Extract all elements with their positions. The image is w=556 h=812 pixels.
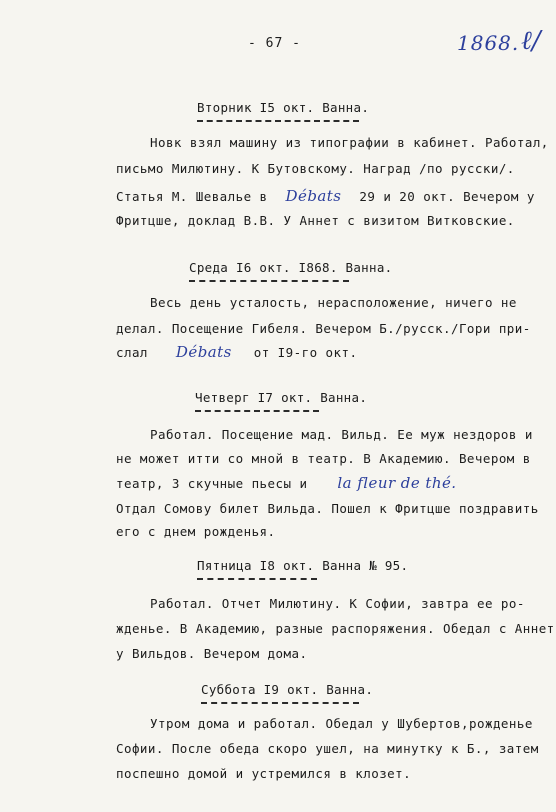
page-number: - 67 - [248, 36, 301, 51]
entry-line: Весь день усталость, нерасположение, ничего не [150, 295, 517, 310]
entry-line: Новк взял машину из типографии в кабинет. Работал, [150, 135, 549, 150]
heading-underline [195, 410, 319, 412]
line-text-after: от I9-го окт. [253, 345, 358, 360]
line-text-before: театр, 3 скучные пьесы и [116, 476, 308, 491]
entry-heading: Вторник I5 окт. Ванна. [197, 100, 370, 115]
heading-underline [189, 280, 349, 282]
entry-line: у Вильдов. Вечером дома. [116, 646, 308, 661]
entry-line: Отдал Сомову билет Вильда. Пошел к Фритцше поздравить [116, 501, 539, 516]
entry-line: Работал. Посещение мад. Вильд. Ее муж нездоров и [150, 427, 533, 442]
entry-line: делал. Посещение Гибеля. Вечером Б./русск./Гори при- [116, 321, 531, 336]
entry-line: его с днем рожденья. [116, 524, 276, 539]
handwritten-phrase: la fleur de thé. [337, 474, 457, 492]
handwritten-year-note: 1868. [457, 31, 520, 55]
entry-line-with-handwriting [116, 187, 535, 205]
line-text-before: слал [116, 345, 148, 360]
entry-heading: Пятница I8 окт. Ванна № 95. [197, 558, 409, 573]
entry-line: поспешно домой и устремился в клозет. [116, 766, 412, 781]
line-text-after: 29 и 20 окт. Вечером у [359, 189, 535, 204]
heading-underline [201, 702, 359, 704]
entry-line: Утром дома и работал. Обедал у Шубертов,рожденье [150, 716, 533, 731]
line-text-before: Статья М. Шевалье в [116, 189, 268, 204]
entry-line-with-handwriting [116, 474, 457, 492]
entry-line: Работал. Отчет Милютину. К Софии, завтра ее ро- [150, 596, 525, 611]
handwritten-corner-mark: ℓ/ [521, 26, 541, 56]
entry-line: письмо Милютину. К Бутовскому. Наград /по русски/. [116, 161, 515, 176]
heading-underline [197, 578, 317, 580]
entry-line: не может итти со мной в театр. В Академию. Вечером в [116, 451, 531, 466]
heading-underline [197, 120, 359, 122]
entry-heading: Суббота I9 окт. Ванна. [201, 682, 374, 697]
entry-heading: Среда I6 окт. I868. Ванна. [189, 260, 393, 275]
entry-line: жденье. В Академию, разные распоряжения. Обедал с Аннет [116, 621, 555, 636]
handwritten-word: Débats [175, 343, 232, 361]
handwritten-word: Débats [285, 187, 342, 205]
entry-line-with-handwriting [116, 343, 357, 361]
entry-heading: Четверг I7 окт. Ванна. [195, 390, 368, 405]
entry-line: Фритцше, доклад В.В. У Аннет с визитом Витковские. [116, 213, 515, 228]
entry-line: Софии. После обеда скоро ушел, на минутку к Б., затем [116, 741, 539, 756]
